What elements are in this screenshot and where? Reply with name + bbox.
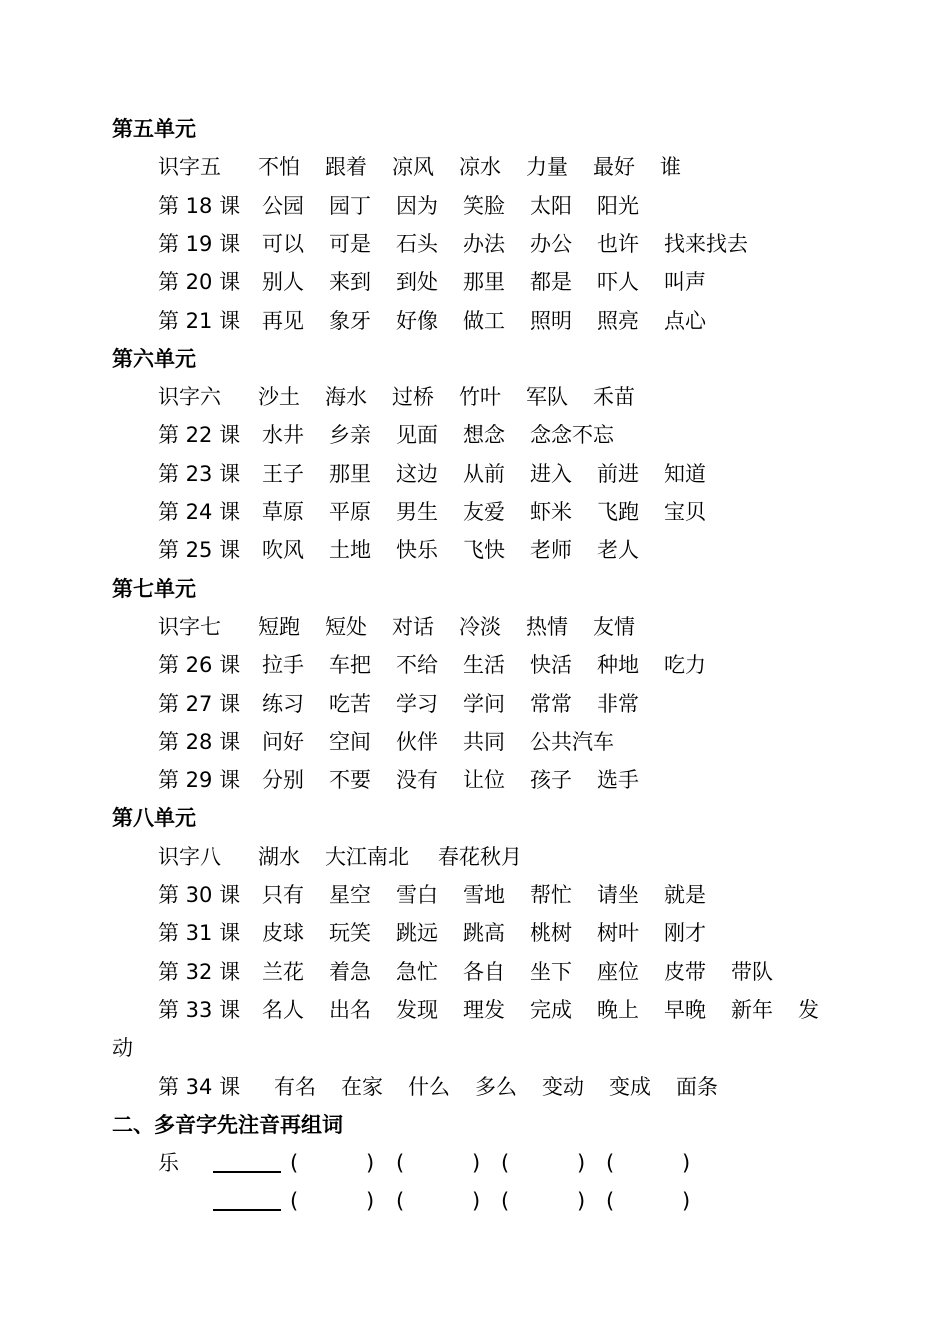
vocab-word: 凉风 <box>392 155 434 180</box>
paren-open: ( <box>501 1189 510 1214</box>
lesson-label: 识字八 <box>158 844 221 869</box>
vocab-word: 桃树 <box>530 921 572 946</box>
vocab-word: 来到 <box>329 270 371 295</box>
vocab-word: 点心 <box>664 308 706 333</box>
vocab-word: 飞快 <box>463 538 505 563</box>
unit-title: 第六单元 <box>112 346 196 371</box>
paren-open: ( <box>606 1189 615 1214</box>
paren-close: ) <box>682 1151 691 1176</box>
lesson-label: 识字五 <box>158 155 221 180</box>
vocab-word: 种地 <box>597 653 639 678</box>
vocab-word: 不怕 <box>258 155 300 180</box>
vocab-word: 常常 <box>530 691 572 716</box>
vocab-word: 皮球 <box>262 921 304 946</box>
vocab-word: 照亮 <box>597 308 639 333</box>
vocab-word: 车把 <box>329 653 371 678</box>
vocab-word: 叫声 <box>664 270 706 295</box>
vocab-word: 谁 <box>660 155 681 180</box>
vocab-word: 不给 <box>396 653 438 678</box>
vocab-word: 空间 <box>329 729 371 754</box>
vocab-word: 练习 <box>262 691 304 716</box>
vocab-word: 再见 <box>262 308 304 333</box>
vocab-word: 乡亲 <box>329 423 371 448</box>
vocab-word: 让位 <box>463 768 505 793</box>
vocab-word: 草原 <box>262 500 304 524</box>
vocab-word: 友爱 <box>463 500 505 524</box>
vocab-word: 玩笑 <box>329 921 371 946</box>
vocab-word: 军队 <box>526 385 568 410</box>
lesson-label: 第 24 课 <box>158 500 241 524</box>
vocab-word: 竹叶 <box>459 385 501 410</box>
vocab-word: 吹风 <box>262 538 304 563</box>
vocab-word: 座位 <box>597 959 639 984</box>
lesson-label: 第 31 课 <box>158 921 241 946</box>
vocab-word: 虾米 <box>530 500 572 524</box>
lesson-label: 第 32 课 <box>158 959 241 984</box>
vocab-word: 皮带 <box>664 959 706 984</box>
vocab-word: 大江南北 <box>325 844 409 869</box>
lesson-label: 第 25 课 <box>158 538 241 563</box>
vocab-word: 快乐 <box>396 538 438 563</box>
pinyin-blank[interactable] <box>213 1209 281 1211</box>
vocab-word: 笑脸 <box>463 193 505 218</box>
lesson-label: 第 28 课 <box>158 729 241 754</box>
lesson-label: 第 18 课 <box>158 193 241 218</box>
vocab-word: 新年 <box>731 997 773 1022</box>
vocab-word: 水井 <box>262 423 304 448</box>
vocab-word: 学问 <box>463 691 505 716</box>
vocab-word: 早晚 <box>664 997 706 1022</box>
vocab-word: 前进 <box>597 461 639 486</box>
vocab-word: 也许 <box>597 231 639 256</box>
vocab-word: 短处 <box>325 614 367 639</box>
vocab-word: 跳高 <box>463 921 505 946</box>
vocab-word: 帮忙 <box>530 883 572 907</box>
vocab-word: 变成 <box>609 1074 651 1099</box>
vocab-word: 跳远 <box>396 921 438 946</box>
paren-open: ( <box>501 1151 510 1176</box>
lesson-label: 第 22 课 <box>158 423 241 448</box>
vocab-word: 什么 <box>408 1074 450 1099</box>
vocab-word: 那里 <box>329 461 371 486</box>
lesson-label: 第 29 课 <box>158 768 241 793</box>
vocab-word: 飞跑 <box>597 500 639 524</box>
vocab-word: 发现 <box>396 997 438 1022</box>
vocab-word: 孩子 <box>530 768 572 793</box>
vocab-word: 吃苦 <box>329 691 371 716</box>
paren-open: ( <box>290 1189 299 1214</box>
vocab-word: 吓人 <box>597 270 639 295</box>
paren-open: ( <box>396 1189 405 1214</box>
vocab-word: 男生 <box>396 500 438 524</box>
vocab-word: 着急 <box>329 959 371 984</box>
vocab-word: 可是 <box>329 231 371 256</box>
lesson-label: 第 33 课 <box>158 997 241 1022</box>
vocab-word: 雪地 <box>463 883 505 907</box>
vocab-word: 有名 <box>274 1074 316 1099</box>
vocab-word: 见面 <box>396 423 438 448</box>
vocab-word: 海水 <box>325 385 367 410</box>
unit-title: 第八单元 <box>112 806 196 831</box>
vocab-word: 多么 <box>475 1074 517 1099</box>
paren-close: ) <box>472 1151 481 1176</box>
paren-open: ( <box>290 1151 299 1176</box>
vocab-word: 进入 <box>530 461 572 486</box>
lesson-label: 第 23 课 <box>158 461 241 486</box>
vocab-word: 急忙 <box>396 959 438 984</box>
vocab-word: 凉水 <box>459 155 501 180</box>
vocab-word: 星空 <box>329 883 371 907</box>
vocab-word: 短跑 <box>258 614 300 639</box>
vocab-word: 各自 <box>463 959 505 984</box>
vocab-word: 找来找去 <box>664 231 748 256</box>
vocab-word: 热情 <box>526 614 568 639</box>
paren-close: ) <box>366 1189 375 1214</box>
vocab-word: 照明 <box>530 308 572 333</box>
vocab-word: 因为 <box>396 193 438 218</box>
vocab-word: 共同 <box>463 729 505 754</box>
vocab-word: 选手 <box>597 768 639 793</box>
vocab-word: 过桥 <box>392 385 434 410</box>
vocab-word: 象牙 <box>329 308 371 333</box>
vocab-word: 非常 <box>597 691 639 716</box>
wrapped-word-fragment: 动 <box>112 1036 133 1061</box>
vocab-word: 友情 <box>593 614 635 639</box>
vocab-word: 出名 <box>329 997 371 1022</box>
vocab-word: 带队 <box>731 959 773 984</box>
lesson-label: 第 19 课 <box>158 231 241 256</box>
vocab-word: 问好 <box>262 729 304 754</box>
vocab-word: 请坐 <box>597 883 639 907</box>
vocab-word: 公园 <box>262 193 304 218</box>
vocab-word: 伙伴 <box>396 729 438 754</box>
vocab-word: 生活 <box>463 653 505 678</box>
vocab-word: 土地 <box>329 538 371 563</box>
vocab-word: 园丁 <box>329 193 371 218</box>
vocab-word: 可以 <box>262 231 304 256</box>
paren-close: ) <box>577 1151 586 1176</box>
vocab-word: 老人 <box>597 538 639 563</box>
vocab-word: 到处 <box>396 270 438 295</box>
lesson-label: 第 30 课 <box>158 883 241 907</box>
vocab-word: 力量 <box>526 155 568 180</box>
vocab-word: 快活 <box>530 653 572 678</box>
vocab-word: 公共汽车 <box>530 729 614 754</box>
vocab-word: 做工 <box>463 308 505 333</box>
unit-title: 第七单元 <box>112 576 196 601</box>
vocab-word: 这边 <box>396 461 438 486</box>
vocab-word: 发 <box>798 997 819 1022</box>
unit-title: 第五单元 <box>112 117 196 141</box>
vocab-word: 坐下 <box>530 959 572 984</box>
vocab-word: 宝贝 <box>664 500 706 524</box>
vocab-word: 阳光 <box>597 193 639 218</box>
vocab-word: 石头 <box>396 231 438 256</box>
vocab-word: 没有 <box>396 768 438 793</box>
vocab-word: 好像 <box>396 308 438 333</box>
vocab-word: 别人 <box>262 270 304 295</box>
vocab-word: 沙土 <box>258 385 300 410</box>
vocab-word: 最好 <box>593 155 635 180</box>
vocab-word: 面条 <box>676 1074 718 1099</box>
vocab-word: 从前 <box>463 461 505 486</box>
paren-close: ) <box>472 1189 481 1214</box>
vocab-word: 太阳 <box>530 193 572 218</box>
lesson-label: 识字六 <box>158 385 221 410</box>
vocab-word: 湖水 <box>258 844 300 869</box>
vocab-word: 平原 <box>329 500 371 524</box>
paren-open: ( <box>606 1151 615 1176</box>
vocab-word: 变动 <box>542 1074 584 1099</box>
vocab-word: 就是 <box>664 883 706 907</box>
paren-close: ) <box>577 1189 586 1214</box>
vocab-word: 晚上 <box>597 997 639 1022</box>
lesson-label: 第 26 课 <box>158 653 241 678</box>
lesson-label: 第 21 课 <box>158 308 241 333</box>
vocab-word: 在家 <box>341 1074 383 1099</box>
vocab-word: 雪白 <box>396 883 438 907</box>
vocab-word: 都是 <box>530 270 572 295</box>
vocab-word: 只有 <box>262 883 304 907</box>
vocab-word: 拉手 <box>262 653 304 678</box>
lesson-label: 第 34 课 <box>158 1074 241 1099</box>
vocab-word: 念念不忘 <box>530 423 614 448</box>
vocab-word: 春花秋月 <box>438 844 522 869</box>
vocab-word: 吃力 <box>664 653 706 678</box>
pinyin-blank[interactable] <box>213 1171 281 1173</box>
section-title: 二、多音字先注音再组词 <box>112 1112 343 1137</box>
lesson-label: 第 27 课 <box>158 691 241 716</box>
vocab-word: 树叶 <box>597 921 639 946</box>
vocab-word: 那里 <box>463 270 505 295</box>
vocab-word: 王子 <box>262 461 304 486</box>
vocab-word: 兰花 <box>262 959 304 984</box>
paren-close: ) <box>366 1151 375 1176</box>
lesson-label: 第 20 课 <box>158 270 241 295</box>
vocab-word: 不要 <box>329 768 371 793</box>
vocab-word: 跟着 <box>325 155 367 180</box>
lesson-label: 识字七 <box>158 614 221 639</box>
vocab-word: 办公 <box>530 231 572 256</box>
vocab-word: 办法 <box>463 231 505 256</box>
vocab-word: 冷淡 <box>459 614 501 639</box>
vocab-word: 想念 <box>463 423 505 448</box>
polyphone-char: 乐 <box>158 1151 179 1176</box>
paren-open: ( <box>396 1151 405 1176</box>
vocab-word: 知道 <box>664 461 706 486</box>
vocab-word: 对话 <box>392 614 434 639</box>
vocab-word: 理发 <box>463 997 505 1022</box>
vocab-word: 分别 <box>262 768 304 793</box>
vocab-word: 刚才 <box>664 921 706 946</box>
vocab-word: 完成 <box>530 997 572 1022</box>
vocab-word: 老师 <box>530 538 572 563</box>
vocab-word: 学习 <box>396 691 438 716</box>
vocab-word: 禾苗 <box>593 385 635 410</box>
paren-close: ) <box>682 1189 691 1214</box>
vocab-word: 名人 <box>262 997 304 1022</box>
